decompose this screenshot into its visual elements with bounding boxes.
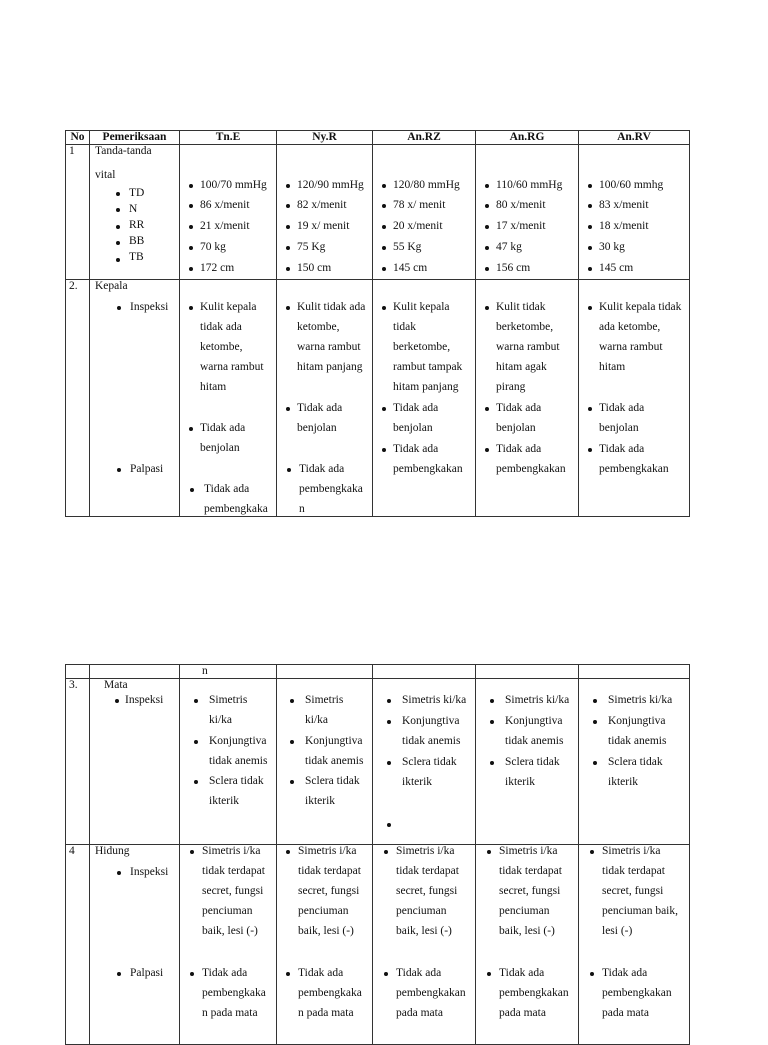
category-label: Kepala (95, 280, 128, 292)
value-cell-tn-e (180, 845, 277, 1045)
sub-item-list (129, 185, 179, 265)
bullet-icon (286, 246, 290, 250)
bullet-icon (485, 267, 489, 271)
category-label: Hidung (95, 845, 130, 857)
bullet-icon (387, 761, 391, 765)
header-no: No (66, 131, 90, 145)
bullet-icon (590, 972, 594, 976)
bullet-icon (290, 740, 294, 744)
table-row-hidung (66, 845, 690, 1045)
sub-item-palpasi: Palpasi (130, 459, 179, 479)
bullet-icon (593, 761, 597, 765)
list-item: 110/60 mmHg (496, 175, 578, 195)
bullet-icon (286, 204, 290, 208)
bullet-icon (593, 699, 597, 703)
list-item: Kulit kepala tidak berketombe, rambut tampak hitam panjang (393, 297, 475, 397)
list-item: Kulit kepala tidak ada ketombe, warna rambut hitam (599, 297, 689, 377)
list-item: 100/60 mmhg (599, 175, 689, 195)
category-cell (90, 845, 180, 1045)
list-item: 145 cm (599, 258, 689, 278)
sub-item-inspeksi: Inspeksi (125, 690, 179, 710)
bullet-icon (485, 204, 489, 208)
list-item: Tidak ada benjolan (297, 398, 372, 438)
bullet-icon (286, 184, 290, 188)
bullet-icon (194, 780, 198, 784)
list-item: Sclera tidak ikterik (209, 771, 276, 811)
value-cell-an-rz (373, 145, 476, 280)
bullet-icon (485, 184, 489, 188)
carry-over-row (66, 665, 690, 679)
sub-item-inspeksi: Inspeksi (130, 862, 179, 882)
list-item: Simetris i/ka tidak terdapat secret, fungsi penciuman baik, lesi (-) (202, 841, 276, 941)
value-cell-an-rv (579, 845, 690, 1045)
bullet-icon (384, 850, 388, 854)
list-item: Tidak ada benjolan (599, 398, 689, 438)
value-cell-ny-r (277, 679, 373, 845)
list-item: Tidak ada benjolan (393, 398, 475, 438)
value-list (496, 175, 578, 278)
list-item: Tidak ada pembengkaka n pada mata (202, 963, 276, 1023)
category-cell (90, 679, 180, 845)
bullet-icon (382, 306, 386, 310)
bullet-icon (116, 225, 120, 229)
category-label: Tanda-tanda (95, 145, 152, 157)
bullet-icon (490, 761, 494, 765)
list-item: Sclera tidak ikterik (608, 752, 689, 792)
bullet-icon (485, 246, 489, 250)
list-item: 19 x/ menit (297, 216, 372, 237)
bullet-icon (117, 468, 121, 472)
list-item: Sclera tidak ikterik (505, 752, 578, 792)
list-item: Simetris ki/ka (209, 690, 276, 730)
bullet-icon (487, 972, 491, 976)
bullet-icon (588, 246, 592, 250)
list-item: 80 x/menit (496, 195, 578, 216)
bullet-icon (382, 204, 386, 208)
bullet-icon (490, 720, 494, 724)
list-item: Simetris ki/ka (305, 690, 372, 730)
bullet-icon (588, 267, 592, 271)
header-ny-r: Ny.R (277, 131, 373, 145)
list-item: 75 Kg (297, 237, 372, 258)
row-number: 1 (66, 145, 90, 280)
list-item: 150 cm (297, 258, 372, 278)
list-item: Konjungtiva tidak anemis (402, 711, 475, 751)
value-cell-an-rg (476, 845, 579, 1045)
bullet-icon (487, 850, 491, 854)
list-item: Tidak ada pembengkaka n (299, 459, 372, 519)
category-cell (90, 145, 180, 280)
bullet-icon (117, 972, 121, 976)
sub-item-palpasi: Palpasi (130, 963, 179, 983)
list-item: Tidak ada pembengkaka n pada mata (298, 963, 372, 1023)
value-cell-an-rv (579, 679, 690, 845)
list-item: 47 kg (496, 237, 578, 258)
bullet-icon (290, 699, 294, 703)
bullet-icon (382, 267, 386, 271)
header-row (66, 131, 690, 145)
value-cell-an-rz (373, 845, 476, 1045)
category-label: vital (95, 169, 116, 181)
value-cell-ny-r (277, 845, 373, 1045)
list-item: Tidak ada benjolan (496, 398, 578, 438)
list-item: Simetris i/ka tidak terdapat secret, fungsi penciuman baik, lesi (-) (396, 841, 475, 941)
list-item: 78 x/ menit (393, 195, 475, 216)
list-item: 86 x/menit (200, 195, 276, 216)
table-row-vital-signs (66, 145, 690, 280)
value-list (393, 175, 475, 278)
bullet-icon (189, 184, 193, 188)
value-cell-an-rg (476, 280, 579, 517)
list-item: Konjungtiva tidak anemis (505, 711, 578, 751)
list-item: Kulit kepala tidak ada ketombe, warna rambut hitam (200, 297, 276, 397)
bullet-icon (115, 699, 119, 703)
list-item: Kulit tidak berketombe, warna rambut hitam agak pirang (496, 297, 578, 397)
list-item: Konjungtiva tidak anemis (209, 731, 276, 771)
value-list (200, 175, 276, 278)
sub-item-bb: BB (129, 233, 179, 249)
bullet-icon (588, 407, 592, 411)
value-cell-an-rz (373, 280, 476, 517)
bullet-icon (190, 972, 194, 976)
list-item: 156 cm (496, 258, 578, 278)
bullet-icon (384, 972, 388, 976)
list-item: Simetris i/ka tidak terdapat secret, fungsi penciuman baik, lesi (-) (602, 841, 689, 941)
bullet-icon (117, 871, 121, 875)
bullet-icon (286, 225, 290, 229)
bullet-icon (485, 225, 489, 229)
bullet-icon (490, 699, 494, 703)
bullet-icon (189, 225, 193, 229)
value-cell-an-rv (579, 280, 690, 517)
value-cell-an-rv (579, 145, 690, 280)
list-item: 83 x/menit (599, 195, 689, 216)
examination-table-2 (65, 664, 690, 1045)
bullet-icon (286, 306, 290, 310)
bullet-icon (387, 699, 391, 703)
bullet-icon (194, 699, 198, 703)
bullet-icon (387, 823, 391, 827)
list-item: Konjungtiva tidak anemis (305, 731, 372, 771)
bullet-icon (189, 204, 193, 208)
list-item: Tidak ada pembengkakan (496, 439, 578, 479)
bullet-icon (382, 225, 386, 229)
bullet-icon (189, 267, 193, 271)
category-label: Mata (104, 679, 128, 691)
bullet-icon (590, 850, 594, 854)
header-an-rv: An.RV (579, 131, 690, 145)
row-number: 3. (66, 679, 90, 845)
sub-item-inspeksi: Inspeksi (130, 297, 179, 317)
bullet-icon (588, 306, 592, 310)
list-item: Sclera tidak ikterik (402, 752, 475, 792)
list-item: Sclera tidak ikterik (305, 771, 372, 811)
sub-item-td: TD (129, 185, 179, 201)
carry-over-text: n (202, 665, 208, 677)
bullet-icon (382, 246, 386, 250)
list-item: 100/70 mmHg (200, 175, 276, 195)
header-pemeriksaan: Pemeriksaan (90, 131, 180, 145)
sub-item-tb: TB (129, 249, 179, 265)
list-item: Tidak ada pembengkakan (599, 439, 689, 479)
value-cell-an-rg (476, 679, 579, 845)
bullet-icon (290, 780, 294, 784)
row-number: 2. (66, 280, 90, 517)
bullet-icon (382, 448, 386, 452)
value-cell-tn-e (180, 280, 277, 517)
bullet-icon (588, 448, 592, 452)
bullet-icon (116, 241, 120, 245)
header-tn-e: Tn.E (180, 131, 277, 145)
bullet-icon (189, 306, 193, 310)
value-list (297, 175, 372, 278)
bullet-icon (382, 407, 386, 411)
list-item: Tidak ada benjolan (200, 418, 276, 458)
bullet-icon (588, 204, 592, 208)
bullet-icon (286, 407, 290, 411)
list-item: 30 kg (599, 237, 689, 258)
bullet-icon (387, 720, 391, 724)
list-item: 18 x/menit (599, 216, 689, 237)
value-cell-an-rg (476, 145, 579, 280)
bullet-icon (485, 407, 489, 411)
list-item: 172 cm (200, 258, 276, 278)
category-cell (90, 280, 180, 517)
bullet-icon (286, 972, 290, 976)
bullet-icon (588, 184, 592, 188)
table-row-kepala (66, 280, 690, 517)
bullet-icon (382, 184, 386, 188)
list-item: Simetris i/ka tidak terdapat secret, fungsi penciuman baik, lesi (-) (298, 841, 372, 941)
bullet-icon (189, 427, 193, 431)
bullet-icon (588, 225, 592, 229)
list-item (402, 814, 475, 834)
sub-item-rr: RR (129, 217, 179, 233)
bullet-icon (286, 850, 290, 854)
list-item: 21 x/menit (200, 216, 276, 237)
value-list (599, 175, 689, 278)
header-an-rg: An.RG (476, 131, 579, 145)
list-item: Kulit tidak ada ketombe, warna rambut hitam panjang (297, 297, 372, 377)
bullet-icon (194, 740, 198, 744)
bullet-icon (116, 258, 120, 262)
bullet-icon (485, 306, 489, 310)
bullet-icon (286, 267, 290, 271)
list-item: 145 cm (393, 258, 475, 278)
list-item: 55 Kg (393, 237, 475, 258)
list-item: 120/80 mmHg (393, 175, 475, 195)
bullet-icon (190, 488, 194, 492)
table-row-mata (66, 679, 690, 845)
bullet-icon (593, 720, 597, 724)
bullet-icon (116, 192, 120, 196)
list-item: Simetris i/ka tidak terdapat secret, fungsi penciuman baik, lesi (-) (499, 841, 578, 941)
bullet-icon (190, 850, 194, 854)
value-cell-an-rz (373, 679, 476, 845)
list-item: Tidak ada pembengkaka (204, 479, 276, 519)
header-an-rz: An.RZ (373, 131, 476, 145)
value-cell-tn-e (180, 679, 277, 845)
value-cell-ny-r (277, 280, 373, 517)
bullet-icon (287, 468, 291, 472)
list-item: 120/90 mmHg (297, 175, 372, 195)
bullet-icon (189, 246, 193, 250)
list-item: Simetris ki/ka (402, 690, 475, 710)
list-item: 17 x/menit (496, 216, 578, 237)
value-cell-tn-e (180, 145, 277, 280)
list-item: 70 kg (200, 237, 276, 258)
examination-table-1 (65, 130, 690, 517)
list-item: 82 x/menit (297, 195, 372, 216)
bullet-icon (117, 306, 121, 310)
value-cell-ny-r (277, 145, 373, 280)
list-item: Konjungtiva tidak anemis (608, 711, 689, 751)
bullet-icon (116, 208, 120, 212)
list-item: Tidak ada pembengkakan pada mata (602, 963, 689, 1023)
list-item: 20 x/menit (393, 216, 475, 237)
list-item: Simetris ki/ka (505, 690, 578, 710)
list-item: Tidak ada pembengkakan pada mata (396, 963, 475, 1023)
sub-item-n: N (129, 201, 179, 217)
bullet-icon (485, 448, 489, 452)
row-number: 4 (66, 845, 90, 1045)
list-item: Tidak ada pembengkakan (393, 439, 475, 479)
list-item: Tidak ada pembengkakan pada mata (499, 963, 578, 1023)
list-item: Simetris ki/ka (608, 690, 689, 710)
